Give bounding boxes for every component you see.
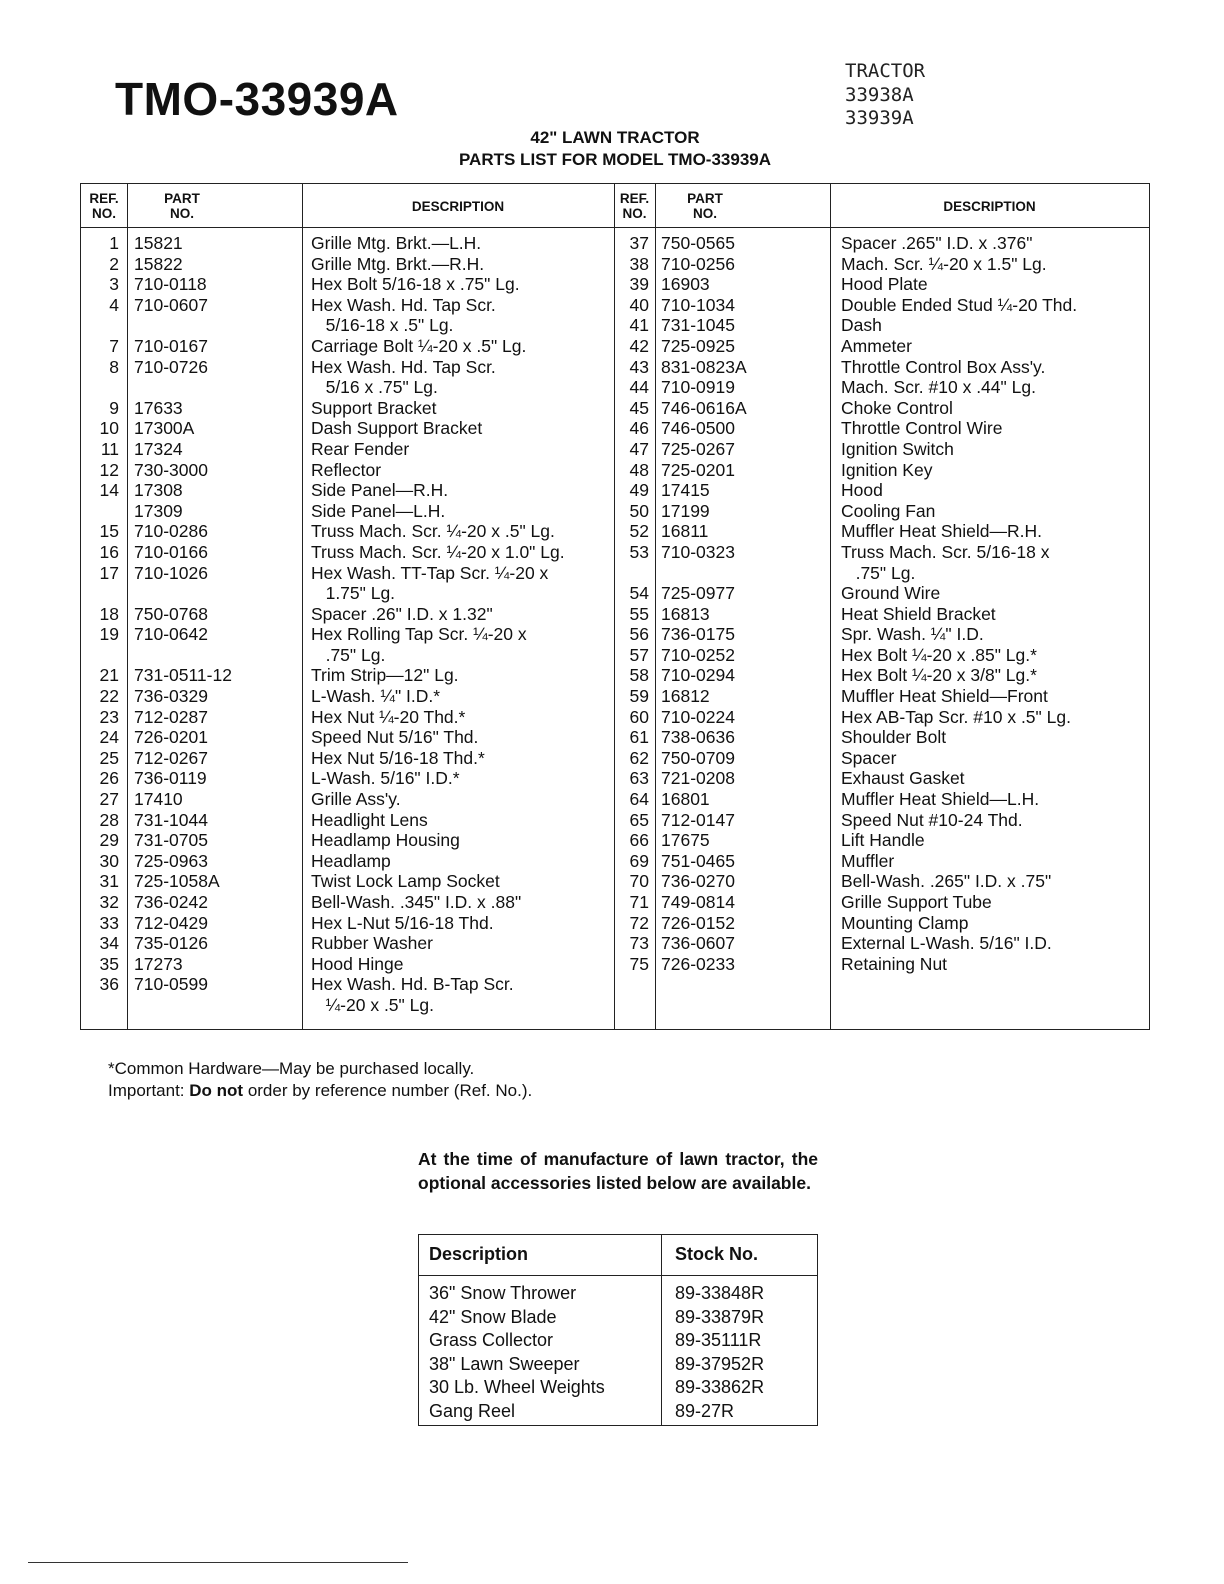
ref-no-cell: 62	[629, 747, 649, 768]
description-cell: Double Ended Stud ¼-20 Thd.	[841, 294, 1078, 315]
ref-no-cell	[614, 563, 649, 584]
ref-no-cell: 45	[629, 397, 649, 418]
part-no-cell: 17633	[134, 397, 183, 418]
part-no-cell: 731-0511-12	[134, 665, 232, 686]
description-cell: Truss Mach. Scr. 5/16-18 x	[841, 541, 1050, 562]
accessory-stock-cell: 89-37952R	[675, 1353, 765, 1374]
ref-no-cell: 27	[99, 789, 119, 810]
column-divider	[655, 184, 656, 1029]
accessory-stock-cell: 89-33862R	[675, 1377, 765, 1397]
description-cell: Hex Wash. Hd. Tap Scr.	[311, 294, 496, 315]
part-no-cell: 750-0768	[134, 603, 208, 624]
ref-no-cell: 29	[99, 830, 119, 851]
header-description: DESCRIPTION	[943, 198, 1036, 214]
accessory-description-cell: 38" Lawn Sweeper	[429, 1353, 580, 1374]
description-cell: 5/16-18 x .5" Lg.	[311, 315, 454, 336]
description-cell: Hex Wash. Hd. B-Tap Scr.	[311, 974, 514, 995]
part-no-cell: 710-0642	[134, 624, 208, 645]
left-ref-column	[81, 233, 119, 1016]
ref-no-cell: 38	[629, 253, 649, 274]
right-ref-column	[614, 233, 649, 974]
parts-table	[80, 183, 1150, 1030]
description-cell: Hood Plate	[841, 274, 928, 295]
ref-no-cell: 7	[109, 335, 119, 356]
part-no-cell: 17300A	[134, 418, 195, 439]
part-no-cell: 746-0500	[661, 418, 735, 439]
ref-no-cell: 70	[629, 871, 649, 892]
part-no-cell: 710-0252	[661, 644, 735, 665]
description-cell: Rear Fender	[311, 438, 410, 459]
ref-no-cell: 61	[629, 727, 649, 748]
description-cell: Muffler Heat Shield—L.H.	[841, 789, 1040, 810]
part-no-cell: 730-3000	[134, 459, 208, 480]
part-no-cell: 15821	[134, 233, 183, 253]
accessory-stock-column	[675, 1282, 764, 1423]
part-no-cell: 710-0607	[134, 294, 208, 315]
header-description: DESCRIPTION	[411, 198, 505, 214]
description-cell: Ground Wire	[841, 583, 941, 604]
description-cell: Headlamp Housing	[311, 830, 460, 851]
part-no-cell: 17410	[134, 789, 183, 810]
accessory-description-cell: Gang Reel	[429, 1400, 516, 1421]
part-no-cell: 735-0126	[134, 933, 208, 954]
ref-no-cell: 71	[629, 892, 649, 912]
column-divider	[127, 184, 128, 1029]
description-cell: Speed Nut 5/16" Thd.	[311, 727, 479, 748]
ref-no-cell: 40	[629, 294, 649, 315]
description-cell: Hex Nut ¼-20 Thd.*	[311, 706, 466, 727]
part-no-cell: 726-0152	[661, 912, 735, 933]
description-cell: Truss Mach. Scr. ¼-20 x .5" Lg.	[311, 521, 555, 542]
description-cell: Spacer .265" I.D. x .376"	[841, 233, 1033, 253]
part-no-cell: 731-1044	[134, 809, 208, 830]
description-cell: Grille Mtg. Brkt.—R.H.	[311, 253, 485, 274]
description-cell: Bell-Wash. .265" I.D. x .75"	[841, 871, 1052, 892]
handwritten-note	[845, 60, 925, 131]
header-divider	[419, 1275, 817, 1276]
part-no-cell: 736-0329	[134, 686, 208, 707]
description-cell: Hex Rolling Tap Scr. ¼-20 x	[311, 624, 527, 645]
model-title: TMO-33939A	[115, 73, 399, 125]
description-cell: Spr. Wash. ¼" I.D.	[841, 624, 984, 645]
ref-no-cell: 69	[629, 850, 649, 871]
ref-no-cell: 31	[99, 871, 119, 892]
description-cell: Support Bracket	[311, 397, 437, 418]
description-cell: Hood	[841, 480, 883, 501]
ref-no-cell: 15	[99, 521, 119, 542]
part-no-cell: 831-0823A	[661, 356, 747, 377]
ref-no-cell: 44	[629, 377, 649, 398]
description-cell: 1.75" Lg.	[311, 583, 396, 604]
ref-no-cell: 42	[629, 335, 649, 356]
description-cell: Muffler	[841, 850, 895, 871]
ref-no-cell: 34	[99, 933, 119, 954]
part-no-cell: 16811	[661, 521, 709, 542]
description-cell: Mounting Clamp	[841, 912, 969, 933]
header-accessory-description: Description	[429, 1244, 529, 1264]
accessory-stock-cell: 89-33848R	[675, 1283, 765, 1303]
part-no-cell: 751-0465	[661, 850, 735, 871]
description-cell: Hex Wash. TT-Tap Scr. ¼-20 x	[311, 562, 549, 583]
description-cell: Hex Wash. Hd. Tap Scr.	[311, 356, 496, 377]
part-no-cell: 710-0919	[661, 377, 735, 398]
ref-no-cell: 9	[109, 397, 119, 418]
description-cell: Headlight Lens	[311, 809, 428, 830]
handwritten-line: 33939A	[845, 107, 914, 129]
part-no-cell: 731-0705	[134, 830, 208, 851]
ref-no-cell: 53	[629, 541, 649, 562]
header-part-no: PART NO.	[687, 191, 723, 221]
accessory-description-cell: 36" Snow Thrower	[429, 1283, 577, 1303]
description-cell: Speed Nut #10-24 Thd.	[841, 809, 1023, 830]
column-divider	[661, 1235, 662, 1425]
ref-no-cell: 19	[99, 624, 119, 645]
accessory-description-cell: 30 Lb. Wheel Weights	[429, 1377, 605, 1397]
part-no-cell: 712-0429	[134, 912, 208, 933]
part-no-cell: 17309	[134, 500, 183, 521]
left-description-column	[311, 233, 565, 1016]
ref-no-cell: 35	[99, 953, 119, 974]
part-no-cell: 736-0175	[661, 624, 735, 645]
part-no-cell: 712-0267	[134, 747, 208, 768]
right-part-column	[661, 233, 747, 974]
part-no-cell: 736-0607	[661, 933, 735, 954]
part-no-cell	[134, 583, 232, 604]
ref-no-cell: 8	[109, 356, 119, 377]
part-no-cell	[134, 995, 232, 1016]
header-divider	[81, 227, 1149, 228]
part-no-cell: 712-0287	[134, 706, 208, 727]
part-no-cell	[661, 563, 747, 584]
part-no-cell: 17273	[134, 953, 183, 974]
part-no-cell: 16813	[661, 603, 710, 624]
ref-no-cell	[81, 583, 119, 604]
ref-no-cell: 49	[629, 480, 649, 501]
column-divider	[302, 184, 303, 1029]
accessories-table	[418, 1234, 818, 1426]
description-cell: Exhaust Gasket	[841, 768, 965, 789]
description-cell: Trim Strip—12" Lg.	[311, 665, 459, 686]
ref-no-cell: 65	[629, 809, 649, 830]
part-no-cell: 710-0294	[661, 665, 735, 686]
description-cell: Hex Bolt ¼-20 x .85" Lg.*	[841, 644, 1037, 665]
part-no-cell: 710-0224	[661, 706, 735, 727]
part-no-cell: 738-0636	[661, 727, 735, 748]
description-cell: Retaining Nut	[841, 953, 948, 974]
description-cell: Spacer .26" I.D. x 1.32"	[311, 603, 493, 624]
accessory-description-cell: 42" Snow Blade	[429, 1306, 557, 1327]
description-cell: Hood Hinge	[311, 953, 404, 974]
description-cell: Mach. Scr. ¼-20 x 1.5" Lg.	[841, 253, 1047, 274]
description-cell: Mach. Scr. #10 x .44" Lg.	[841, 377, 1036, 398]
ref-no-cell: 72	[629, 912, 649, 933]
accessory-stock-cell: 89-35111R	[675, 1330, 762, 1350]
part-no-cell: 725-1058A	[134, 871, 220, 892]
subtitle-line1: 42" LAWN TRACTOR	[530, 128, 700, 147]
description-cell: Carriage Bolt ¼-20 x .5" Lg.	[311, 335, 527, 356]
description-cell: Hex Bolt ¼-20 x 3/8" Lg.*	[841, 665, 1037, 686]
part-no-cell	[134, 645, 232, 666]
ref-no-cell: 26	[99, 768, 119, 789]
ref-no-cell: 21	[99, 665, 119, 686]
right-description-column	[841, 233, 1077, 974]
ref-no-cell: 54	[629, 583, 649, 604]
footer-rule	[28, 1562, 408, 1563]
ref-no-cell: 55	[629, 603, 649, 624]
ref-no-cell: 57	[629, 644, 649, 665]
description-cell: Grille Support Tube	[841, 892, 992, 912]
part-no-cell: 746-0616A	[661, 397, 747, 418]
part-no-cell: 17675	[661, 830, 710, 851]
column-divider	[830, 184, 831, 1029]
description-cell: Side Panel—L.H.	[311, 500, 446, 521]
ref-no-cell: 33	[99, 912, 119, 933]
ref-no-cell	[81, 995, 119, 1016]
part-no-cell: 712-0147	[661, 809, 735, 830]
accessory-stock-cell: 89-27R	[675, 1400, 735, 1421]
description-cell: External L-Wash. 5/16" I.D.	[841, 933, 1052, 954]
common-hardware-note: *Common Hardware—May be purchased locally.	[108, 1059, 475, 1078]
subtitle-line2: PARTS LIST FOR MODEL TMO-33939A	[458, 150, 772, 169]
ref-no-cell: 63	[629, 768, 649, 789]
description-cell: .75" Lg.	[311, 644, 386, 665]
important-note: Important: Do not order by reference number (Ref. No.).	[108, 1081, 533, 1100]
part-no-cell: 725-0963	[134, 850, 208, 871]
description-cell: Hex Nut 5/16-18 Thd.*	[311, 747, 485, 768]
ref-no-cell: 50	[629, 500, 649, 521]
ref-no-cell: 2	[109, 253, 119, 274]
part-no-cell: 725-0977	[661, 583, 735, 604]
description-cell: Truss Mach. Scr. ¼-20 x 1.0" Lg.	[311, 541, 565, 562]
ref-no-cell: 11	[100, 438, 119, 459]
ref-no-cell: 17	[99, 562, 119, 583]
description-cell: Bell-Wash. .345" I.D. x .88"	[311, 892, 522, 912]
part-no-cell: 16801	[661, 789, 710, 810]
description-cell: Reflector	[311, 459, 382, 480]
ref-no-cell: 22	[99, 686, 119, 707]
ref-no-cell: 36	[99, 974, 119, 995]
part-no-cell: 736-0270	[661, 871, 735, 892]
part-no-cell: 710-0726	[134, 356, 208, 377]
ref-no-cell: 46	[629, 418, 649, 439]
part-no-cell: 710-1026	[134, 562, 208, 583]
ref-no-cell: 3	[109, 274, 119, 295]
part-no-cell: 17324	[134, 438, 183, 459]
part-no-cell: 736-0242	[134, 892, 208, 912]
part-no-cell: 16812	[661, 686, 710, 707]
description-cell: ¼-20 x .5" Lg.	[311, 994, 434, 1015]
part-no-cell: 710-0118	[134, 274, 207, 295]
description-cell: L-Wash. ¼" I.D.*	[311, 686, 441, 707]
part-no-cell: 750-0565	[661, 233, 735, 253]
ref-no-cell: 30	[99, 850, 119, 871]
part-no-cell	[134, 315, 232, 336]
header-ref-no: REF. NO.	[89, 191, 119, 221]
part-no-cell: 710-0256	[661, 253, 735, 274]
ref-no-cell: 47	[629, 438, 649, 459]
description-cell: Side Panel—R.H.	[311, 480, 449, 501]
part-no-cell: 725-0925	[661, 335, 735, 356]
ref-no-cell: 10	[99, 418, 119, 439]
ref-no-cell: 12	[99, 459, 119, 480]
part-no-cell: 710-0286	[134, 521, 208, 542]
part-no-cell: 726-0233	[661, 953, 735, 974]
description-cell: Choke Control	[841, 397, 953, 418]
accessory-stock-cell: 89-33879R	[675, 1306, 765, 1327]
header-ref-no: REF. NO.	[619, 191, 650, 221]
description-cell: Muffler Heat Shield—Front	[841, 686, 1048, 707]
part-no-cell: 710-0323	[661, 541, 735, 562]
description-cell: Throttle Control Box Ass'y.	[841, 356, 1046, 377]
description-cell: Shoulder Bolt	[841, 727, 947, 748]
ref-no-cell: 43	[629, 356, 649, 377]
description-cell: Muffler Heat Shield—R.H.	[841, 521, 1043, 542]
ref-no-cell: 66	[629, 830, 649, 851]
ref-no-cell	[81, 501, 119, 522]
description-cell: Ammeter	[841, 335, 912, 356]
description-cell: Hex AB-Tap Scr. #10 x .5" Lg.	[841, 706, 1071, 727]
ref-no-cell: 32	[99, 892, 119, 912]
part-no-cell: 710-0599	[134, 974, 208, 995]
description-cell: L-Wash. 5/16" I.D.*	[311, 768, 460, 789]
part-no-cell: 736-0119	[134, 768, 207, 789]
part-no-cell: 731-1045	[661, 315, 735, 336]
header-stock-no: Stock No.	[675, 1244, 759, 1264]
description-cell: Spacer	[841, 747, 897, 768]
part-no-cell: 710-0167	[134, 335, 208, 356]
ref-no-cell: 37	[629, 233, 649, 253]
description-cell: Dash	[841, 315, 882, 336]
ref-no-cell: 56	[629, 624, 649, 645]
ref-no-cell: 58	[629, 665, 649, 686]
part-no-cell: 17415	[661, 480, 710, 501]
part-no-cell: 750-0709	[661, 747, 735, 768]
part-no-cell: 721-0208	[661, 768, 735, 789]
description-cell: Lift Handle	[841, 830, 925, 851]
part-no-cell: 725-0267	[661, 438, 735, 459]
ref-no-cell: 1	[109, 233, 119, 253]
ref-no-cell: 23	[99, 706, 119, 727]
part-no-cell: 17199	[661, 500, 710, 521]
handwritten-line: TRACTOR	[845, 60, 926, 82]
accessory-description-column	[429, 1282, 605, 1423]
ref-no-cell: 52	[629, 521, 649, 542]
part-no-cell: 17308	[134, 480, 183, 501]
accessory-description-cell: Grass Collector	[429, 1330, 554, 1350]
description-cell: Ignition Switch	[841, 438, 954, 459]
ref-no-cell: 64	[629, 789, 649, 810]
part-no-cell: 16903	[661, 274, 710, 295]
ref-no-cell	[81, 377, 119, 398]
description-cell: Dash Support Bracket	[311, 418, 483, 439]
description-cell: Grille Ass'y.	[311, 789, 401, 810]
ref-no-cell: 14	[99, 480, 119, 501]
description-cell: Hex Bolt 5/16-18 x .75" Lg.	[311, 274, 520, 295]
description-cell: Rubber Washer	[311, 933, 433, 954]
ref-no-cell: 25	[99, 747, 119, 768]
ref-no-cell: 24	[99, 727, 119, 748]
ref-no-cell: 16	[99, 541, 119, 562]
ref-no-cell: 48	[629, 459, 649, 480]
description-cell: Twist Lock Lamp Socket	[311, 871, 500, 892]
description-cell: Heat Shield Bracket	[841, 603, 996, 624]
ref-no-cell: 39	[629, 274, 649, 295]
part-no-cell: 749-0814	[661, 892, 735, 912]
description-cell: Hex L-Nut 5/16-18 Thd.	[311, 912, 494, 933]
ref-no-cell: 28	[99, 809, 119, 830]
part-no-cell: 15822	[134, 253, 183, 274]
part-no-cell	[134, 377, 232, 398]
ref-no-cell: 18	[99, 603, 119, 624]
ref-no-cell	[81, 645, 119, 666]
ref-no-cell: 60	[629, 706, 649, 727]
left-part-column	[134, 233, 232, 1016]
description-cell: 5/16 x .75" Lg.	[311, 377, 438, 398]
description-cell: Throttle Control Wire	[841, 418, 1003, 439]
part-no-cell: 725-0201	[661, 459, 735, 480]
description-cell: .75" Lg.	[841, 562, 916, 583]
ref-no-cell: 41	[629, 315, 649, 336]
description-cell: Grille Mtg. Brkt.—L.H.	[311, 233, 482, 253]
ref-no-cell: 4	[109, 294, 119, 315]
description-cell: Cooling Fan	[841, 500, 936, 521]
ref-no-cell	[81, 315, 119, 336]
description-cell: Headlamp	[311, 850, 391, 871]
accessories-availability-text: At the time of manufacture of lawn tractor, the optional accessories listed below are available.	[418, 1149, 818, 1193]
part-no-cell: 710-1034	[661, 294, 735, 315]
header-part-no: PART NO.	[164, 191, 200, 221]
handwritten-line: 33938A	[845, 83, 914, 106]
description-cell: Ignition Key	[841, 459, 933, 480]
notes	[108, 1058, 532, 1102]
part-no-cell: 726-0201	[134, 727, 208, 748]
ref-no-cell: 59	[629, 686, 649, 707]
ref-no-cell: 73	[629, 933, 649, 954]
part-no-cell: 710-0166	[134, 541, 208, 562]
ref-no-cell: 75	[629, 953, 649, 974]
